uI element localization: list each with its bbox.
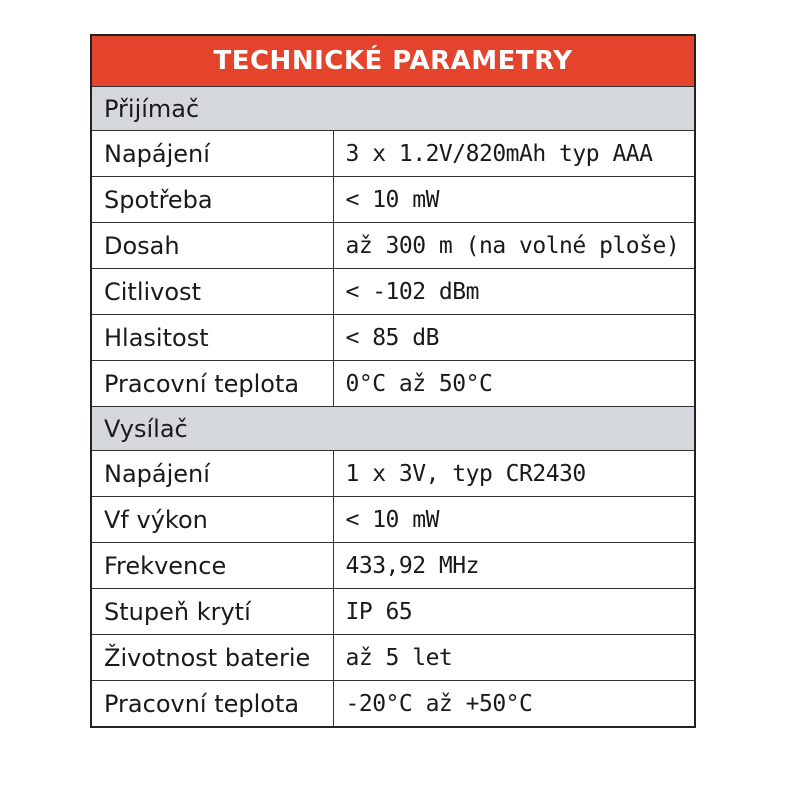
table-title: TECHNICKÉ PARAMETRY: [91, 35, 695, 87]
table-row: [91, 635, 695, 681]
param-value: až 300 m (na volné ploše): [333, 223, 695, 269]
param-value: -20°C až +50°C: [333, 681, 695, 728]
table-row: [91, 451, 695, 497]
param-value: < 10 mW: [333, 177, 695, 223]
param-value: 433,92 MHz: [333, 543, 695, 589]
section-header-row: [91, 407, 695, 451]
param-label: Napájení: [91, 451, 333, 497]
table-row: [91, 361, 695, 407]
param-label: Pracovní teplota: [91, 361, 333, 407]
param-label: Životnost baterie: [91, 635, 333, 681]
param-label: Stupeň krytí: [91, 589, 333, 635]
table-row: [91, 269, 695, 315]
param-value: 1 x 3V, typ CR2430: [333, 451, 695, 497]
param-value: 0°C až 50°C: [333, 361, 695, 407]
title-row: [91, 35, 695, 87]
param-label: Dosah: [91, 223, 333, 269]
table-row: [91, 497, 695, 543]
param-label: Spotřeba: [91, 177, 333, 223]
param-value: 3 x 1.2V/820mAh typ AAA: [333, 131, 695, 177]
param-label: Vf výkon: [91, 497, 333, 543]
table-row: [91, 131, 695, 177]
param-value: < 85 dB: [333, 315, 695, 361]
section-header-transmitter: Vysílač: [91, 407, 695, 451]
table-row: [91, 315, 695, 361]
param-label: Frekvence: [91, 543, 333, 589]
param-label: Napájení: [91, 131, 333, 177]
param-value: až 5 let: [333, 635, 695, 681]
table-row: [91, 177, 695, 223]
table-row: [91, 681, 695, 728]
param-label: Pracovní teplota: [91, 681, 333, 728]
param-value: < -102 dBm: [333, 269, 695, 315]
param-value: IP 65: [333, 589, 695, 635]
technical-parameters-table: [90, 34, 696, 728]
table-row: [91, 543, 695, 589]
param-value: < 10 mW: [333, 497, 695, 543]
section-header-receiver: Přijímač: [91, 87, 695, 131]
table-row: [91, 223, 695, 269]
param-label: Hlasitost: [91, 315, 333, 361]
table-row: [91, 589, 695, 635]
param-label: Citlivost: [91, 269, 333, 315]
section-header-row: [91, 87, 695, 131]
